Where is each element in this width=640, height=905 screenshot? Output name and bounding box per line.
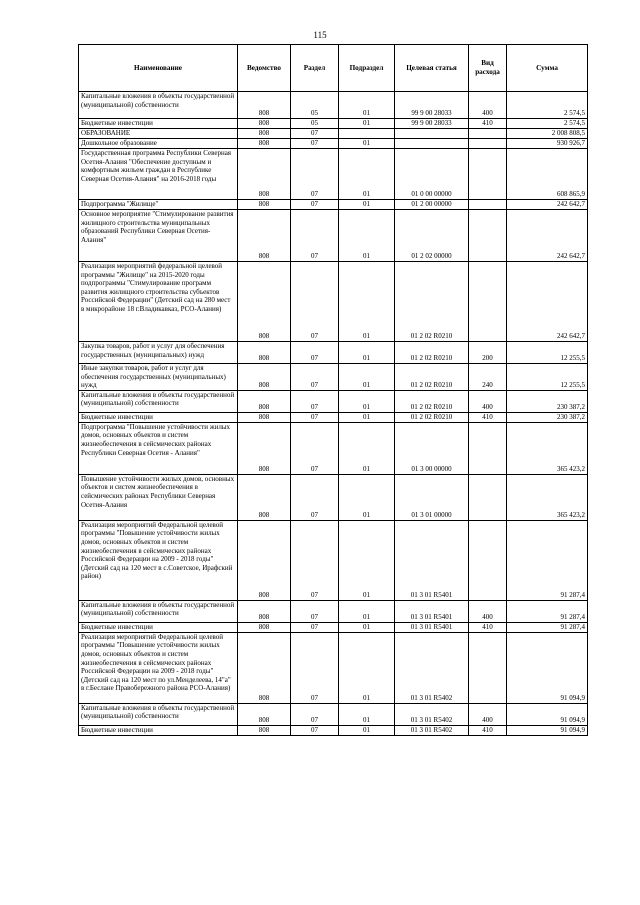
table-row (79, 129, 588, 139)
row-statya-cell (395, 129, 469, 139)
row-vid-cell: 240 (469, 364, 507, 391)
header-name: Наименование (79, 45, 238, 92)
row-statya-cell: 01 2 02 R0210 (395, 412, 469, 422)
table-row (79, 139, 588, 149)
row-name-cell: Иные закупки товаров, работ и услуг для обеспечения государственных (муниципальных) нужд (79, 364, 238, 391)
row-vid-cell: 400 (469, 600, 507, 622)
row-summa-cell: 2 574,5 (507, 119, 588, 129)
table-row (79, 210, 588, 262)
row-vedomstvo-cell: 808 (238, 129, 291, 139)
row-vid-cell: 410 (469, 119, 507, 129)
row-razdel-cell: 07 (291, 210, 339, 262)
row-vid-cell (469, 210, 507, 262)
row-podrazdel-cell: 01 (339, 390, 395, 412)
row-podrazdel-cell: 01 (339, 703, 395, 725)
row-statya-cell: 01 3 01 R5402 (395, 725, 469, 735)
row-razdel-cell: 07 (291, 262, 339, 342)
row-statya-cell: 01 2 00 00000 (395, 200, 469, 210)
row-name-cell: Капитальные вложения в объекты государственной (муниципальной) собственности (79, 600, 238, 622)
header-summa: Сумма (507, 45, 588, 92)
row-summa-cell: 91 287,4 (507, 520, 588, 600)
row-summa-cell: 608 865,9 (507, 149, 588, 200)
row-name-cell: Основное мероприятие "Стимулирование развития жилищного строительства муниципальных образований Республики Северная Осетия-Алания" (79, 210, 238, 262)
row-podrazdel-cell: 01 (339, 622, 395, 632)
row-vedomstvo-cell: 808 (238, 149, 291, 200)
row-vid-cell (469, 422, 507, 474)
row-statya-cell: 01 3 01 R5401 (395, 622, 469, 632)
row-name-cell: Закупка товаров, работ и услуг для обеспечения государственных (муниципальных) нужд (79, 342, 238, 364)
row-razdel-cell: 07 (291, 390, 339, 412)
table-row (79, 600, 588, 622)
table-row (79, 622, 588, 632)
row-razdel-cell: 07 (291, 474, 339, 520)
table-row (79, 119, 588, 129)
row-vid-cell: 400 (469, 703, 507, 725)
row-vid-cell (469, 139, 507, 149)
row-summa-cell: 242 642,7 (507, 210, 588, 262)
page-number: 115 (313, 30, 327, 40)
row-name-cell: Бюджетные инвестиции (79, 725, 238, 735)
table-row (79, 474, 588, 520)
row-name-cell: Подпрограмма "Повышение устойчивости жилых домов, основных объектов и систем жизнеобеспечения в сейсмических районах Республики Северная Осетия - Алания" (79, 422, 238, 474)
row-name-cell: Бюджетные инвестиции (79, 119, 238, 129)
row-vid-cell: 200 (469, 342, 507, 364)
row-podrazdel-cell (339, 129, 395, 139)
row-statya-cell: 01 3 01 R5401 (395, 600, 469, 622)
table-row (79, 200, 588, 210)
row-vid-cell: 410 (469, 725, 507, 735)
row-statya-cell: 01 0 00 00000 (395, 149, 469, 200)
header-statya: Целевая статья (395, 45, 469, 92)
row-summa-cell: 2 574,5 (507, 92, 588, 119)
row-vedomstvo-cell: 808 (238, 200, 291, 210)
row-vedomstvo-cell: 808 (238, 622, 291, 632)
row-summa-cell: 242 642,7 (507, 200, 588, 210)
row-name-cell: Подпрограмма "Жилище" (79, 200, 238, 210)
row-vid-cell (469, 149, 507, 200)
row-razdel-cell: 07 (291, 149, 339, 200)
row-vedomstvo-cell: 808 (238, 139, 291, 149)
row-vedomstvo-cell: 808 (238, 119, 291, 129)
row-razdel-cell: 07 (291, 139, 339, 149)
row-podrazdel-cell: 01 (339, 149, 395, 200)
row-statya-cell: 99 9 00 28033 (395, 119, 469, 129)
row-razdel-cell: 07 (291, 600, 339, 622)
header-row (79, 45, 588, 92)
row-statya-cell: 99 9 00 28033 (395, 92, 469, 119)
row-name-cell: Дошкольное образование (79, 139, 238, 149)
row-podrazdel-cell: 01 (339, 262, 395, 342)
row-vedomstvo-cell: 808 (238, 703, 291, 725)
row-vedomstvo-cell: 808 (238, 600, 291, 622)
row-podrazdel-cell: 01 (339, 119, 395, 129)
row-razdel-cell: 07 (291, 632, 339, 703)
row-podrazdel-cell: 01 (339, 342, 395, 364)
row-name-cell: Бюджетные инвестиции (79, 412, 238, 422)
row-statya-cell: 01 3 00 00000 (395, 422, 469, 474)
row-vedomstvo-cell: 808 (238, 422, 291, 474)
header-vedomstvo: Ведомство (238, 45, 291, 92)
row-podrazdel-cell: 01 (339, 725, 395, 735)
row-vid-cell (469, 632, 507, 703)
header-podrazdel: Подраздел (339, 45, 395, 92)
row-name-cell: Реализация мероприятий Федеральной целевой программы "Повышение устойчивости жилых домов, основных объектов и систем жизнеобеспечения в сейсмических районах Российской Федерации на 2009 - 2018 годы" (Детский сад на 120 мест по ул.Менделеева, 14"а" в г.Беслане Правобережного района РСО-Алания) (79, 632, 238, 703)
row-vedomstvo-cell: 808 (238, 210, 291, 262)
row-podrazdel-cell: 01 (339, 139, 395, 149)
row-vid-cell: 410 (469, 622, 507, 632)
row-vid-cell: 400 (469, 390, 507, 412)
row-statya-cell: 01 2 02 R0210 (395, 342, 469, 364)
row-vedomstvo-cell: 808 (238, 520, 291, 600)
row-razdel-cell: 07 (291, 520, 339, 600)
row-vedomstvo-cell: 808 (238, 364, 291, 391)
row-summa-cell: 930 926,7 (507, 139, 588, 149)
row-vid-cell: 410 (469, 412, 507, 422)
row-statya-cell: 01 3 01 00000 (395, 474, 469, 520)
row-statya-cell: 01 2 02 R0210 (395, 262, 469, 342)
row-vedomstvo-cell: 808 (238, 342, 291, 364)
row-vedomstvo-cell: 808 (238, 412, 291, 422)
row-name-cell: Реализация мероприятий федеральной целевой программы "Жилище" на 2015-2020 годы подпрограммы "Стимулирование программ развития жилищного строительства субъектов Российской Федерации" (Детский сад на 280 мест в микрорайоне 18 г.Владикавказ, РСО-Алания) (79, 262, 238, 342)
row-razdel-cell: 07 (291, 342, 339, 364)
row-vedomstvo-cell: 808 (238, 474, 291, 520)
row-summa-cell: 2 008 808,5 (507, 129, 588, 139)
row-podrazdel-cell: 01 (339, 632, 395, 703)
header-razdel: Раздел (291, 45, 339, 92)
row-podrazdel-cell: 01 (339, 412, 395, 422)
row-vid-cell (469, 200, 507, 210)
row-summa-cell: 230 387,2 (507, 412, 588, 422)
row-razdel-cell: 07 (291, 622, 339, 632)
row-razdel-cell: 07 (291, 703, 339, 725)
row-statya-cell: 01 2 02 00000 (395, 210, 469, 262)
row-statya-cell: 01 3 01 R5402 (395, 703, 469, 725)
table-row (79, 149, 588, 200)
row-podrazdel-cell: 01 (339, 520, 395, 600)
row-podrazdel-cell: 01 (339, 422, 395, 474)
row-name-cell: Капитальные вложения в объекты государственной (муниципальной) собственности (79, 703, 238, 725)
table-row (79, 725, 588, 735)
table-row (79, 412, 588, 422)
row-podrazdel-cell: 01 (339, 364, 395, 391)
row-summa-cell: 12 255,5 (507, 342, 588, 364)
row-name-cell: Бюджетные инвестиции (79, 622, 238, 632)
row-razdel-cell: 07 (291, 725, 339, 735)
row-summa-cell: 12 255,5 (507, 364, 588, 391)
row-summa-cell: 365 423,2 (507, 474, 588, 520)
row-statya-cell: 01 2 02 R0210 (395, 364, 469, 391)
row-name-cell: ОБРАЗОВАНИЕ (79, 129, 238, 139)
table-row (79, 703, 588, 725)
row-podrazdel-cell: 01 (339, 200, 395, 210)
row-statya-cell: 01 2 02 R0210 (395, 390, 469, 412)
row-name-cell: Реализация мероприятий Федеральной целевой программы "Повышение устойчивости жилых домов, основных объектов и систем жизнеобеспечения в сейсмических районах Российской Федерации на 2009 - 2018 годы" (Детский сад на 120 мест в с.Советское, Ирафский район) (79, 520, 238, 600)
table-row (79, 364, 588, 391)
row-razdel-cell: 07 (291, 412, 339, 422)
row-vid-cell (469, 129, 507, 139)
row-statya-cell (395, 139, 469, 149)
budget-table (78, 44, 588, 736)
row-razdel-cell: 07 (291, 364, 339, 391)
row-statya-cell: 01 3 01 R5402 (395, 632, 469, 703)
table-row (79, 422, 588, 474)
row-razdel-cell: 07 (291, 200, 339, 210)
row-vedomstvo-cell: 808 (238, 725, 291, 735)
table-row (79, 342, 588, 364)
row-summa-cell: 91 094,9 (507, 703, 588, 725)
table-row (79, 390, 588, 412)
row-vid-cell (469, 520, 507, 600)
row-vedomstvo-cell: 808 (238, 632, 291, 703)
row-summa-cell: 91 094,9 (507, 725, 588, 735)
row-razdel-cell: 05 (291, 119, 339, 129)
row-vedomstvo-cell: 808 (238, 262, 291, 342)
row-vid-cell: 400 (469, 92, 507, 119)
row-summa-cell: 91 287,4 (507, 600, 588, 622)
table-row (79, 92, 588, 119)
row-summa-cell: 91 287,4 (507, 622, 588, 632)
row-vid-cell (469, 474, 507, 520)
row-summa-cell: 242 642,7 (507, 262, 588, 342)
row-vedomstvo-cell: 808 (238, 92, 291, 119)
row-razdel-cell: 07 (291, 422, 339, 474)
row-name-cell: Капитальные вложения в объекты государственной (муниципальной) собственности (79, 390, 238, 412)
row-summa-cell: 365 423,2 (507, 422, 588, 474)
row-name-cell: Повышение устойчивости жилых домов, основных объектов и систем жизнеобеспечения в сейсмических районах Республики Северная Осетия-Алания (79, 474, 238, 520)
row-razdel-cell: 07 (291, 129, 339, 139)
row-statya-cell: 01 3 01 R5401 (395, 520, 469, 600)
row-podrazdel-cell: 01 (339, 600, 395, 622)
table-row (79, 632, 588, 703)
row-podrazdel-cell: 01 (339, 210, 395, 262)
row-podrazdel-cell: 01 (339, 92, 395, 119)
row-podrazdel-cell: 01 (339, 474, 395, 520)
row-summa-cell: 91 094,9 (507, 632, 588, 703)
row-vid-cell (469, 262, 507, 342)
header-vid: Вид расхода (469, 45, 507, 92)
row-name-cell: Государственная программа Республики Северная Осетия-Алания "Обеспечение доступным и комфортным жильем граждан в Республике Северная Осетия-Алания" на 2016-2018 годы (79, 149, 238, 200)
row-name-cell: Капитальные вложения в объекты государственной (муниципальной) собственности (79, 92, 238, 119)
table-row (79, 520, 588, 600)
table-row (79, 262, 588, 342)
row-razdel-cell: 05 (291, 92, 339, 119)
row-vedomstvo-cell: 808 (238, 390, 291, 412)
row-summa-cell: 230 387,2 (507, 390, 588, 412)
